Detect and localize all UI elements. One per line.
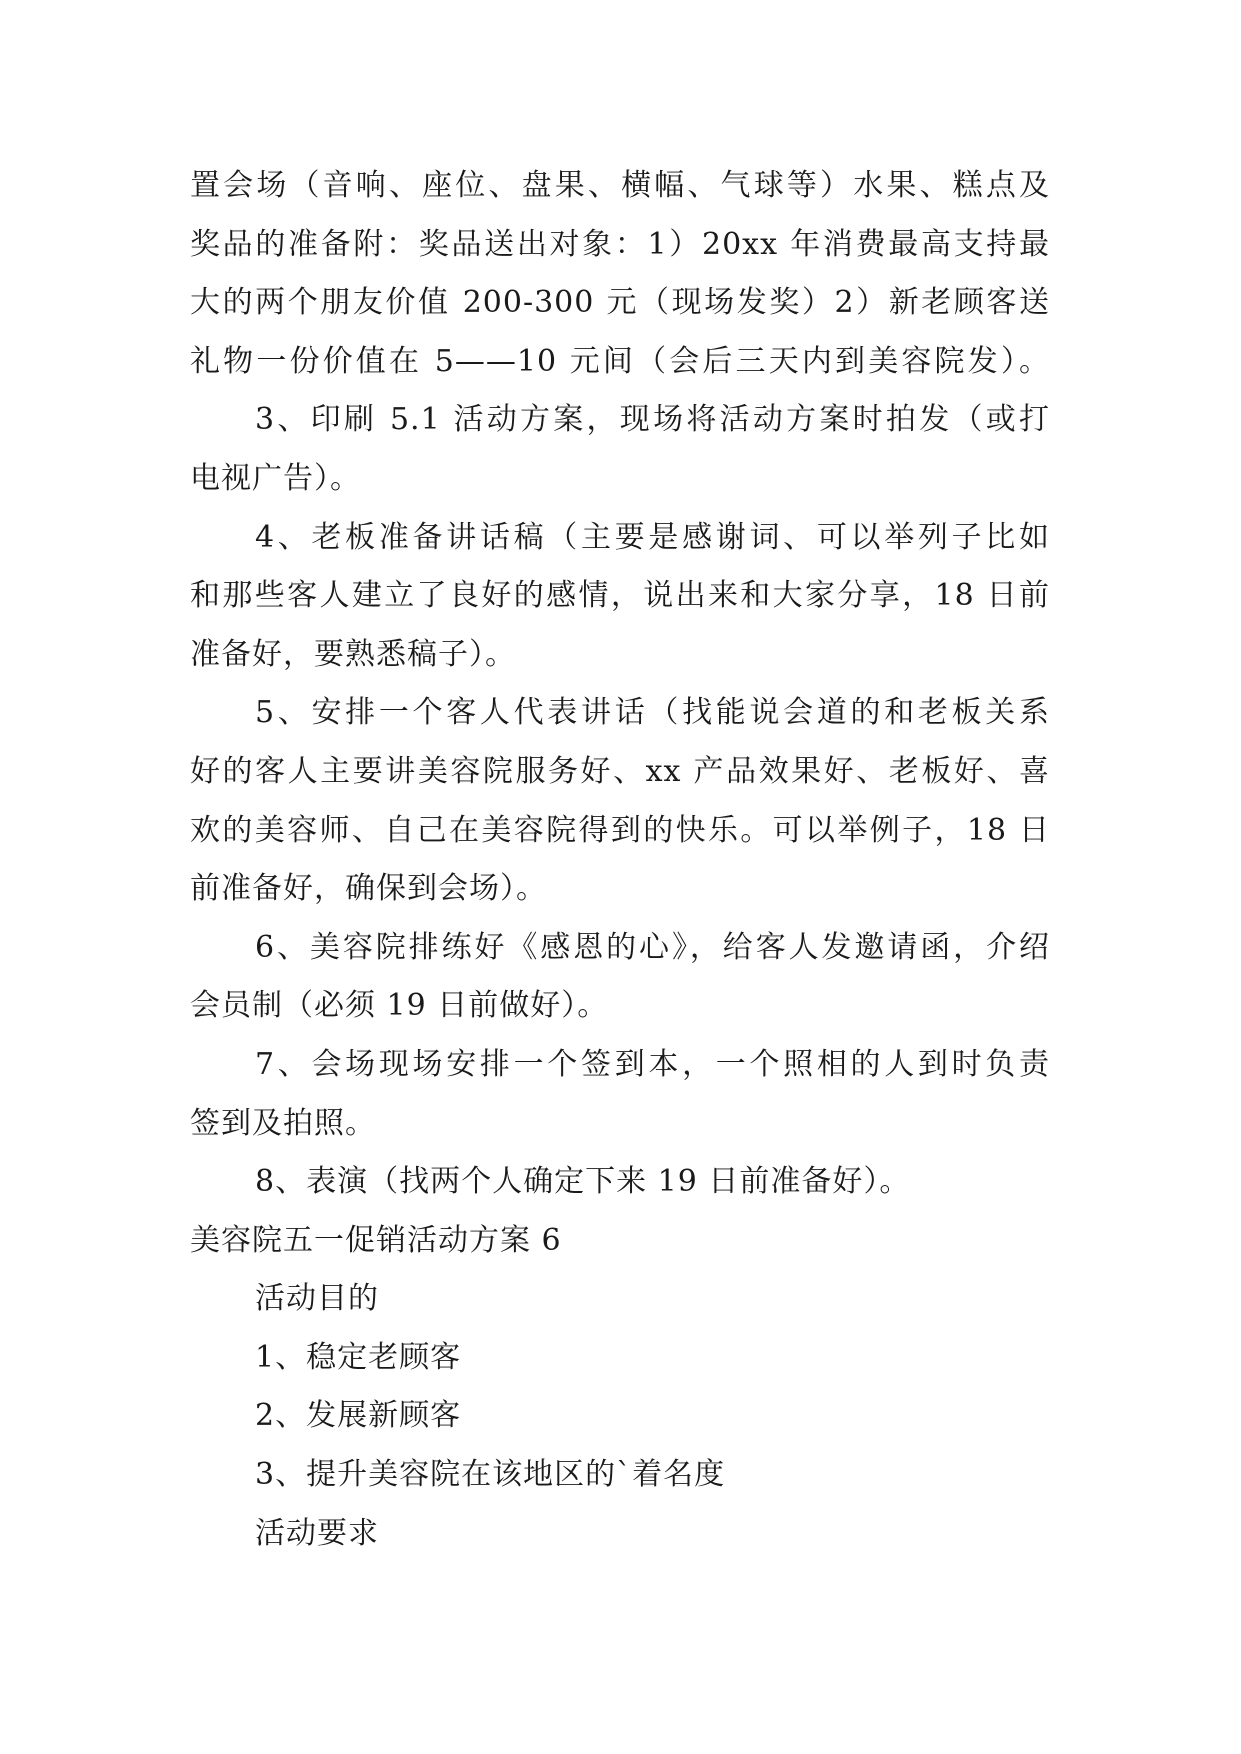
text-line: 7、会场现场安排一个签到本，一个照相的人到时负责 xyxy=(255,1046,1050,1082)
text-line: 大的两个朋友价值 200-300 元（现场发奖）2）新老顾客送 xyxy=(190,285,1050,321)
text-line: 电视广告）。 xyxy=(190,460,361,496)
text-line: 准备好，要熟悉稿子）。 xyxy=(190,636,516,672)
text-line: 礼物一份价值在 5——10 元间（会后三天内到美容院发）。 xyxy=(190,343,1050,379)
text-line: 和那些客人建立了良好的感情，说出来和大家分享，18 日前 xyxy=(190,578,1050,614)
text-line: 3、提升美容院在该地区的`着名度 xyxy=(255,1457,726,1493)
text-line: 3、印刷 5.1 活动方案，现场将活动方案时拍发（或打 xyxy=(255,402,1050,438)
text-line: 5、安排一个客人代表讲话（找能说会道的和老板关系 xyxy=(255,695,1050,731)
text-line: 会员制（必须 19 日前做好）。 xyxy=(190,988,609,1024)
text-line: 1、稳定老顾客 xyxy=(255,1339,462,1375)
text-line: 奖品的准备附：奖品送出对象：1）20xx 年消费最高支持最 xyxy=(190,226,1050,262)
text-line: 前准备好，确保到会场）。 xyxy=(190,871,547,907)
text-line: 活动目的 xyxy=(255,1281,379,1317)
text-line: 8、表演（找两个人确定下来 19 日前准备好）。 xyxy=(255,1164,911,1200)
text-line: 2、发展新顾客 xyxy=(255,1398,462,1434)
text-line: 美容院五一促销活动方案 6 xyxy=(190,1222,562,1258)
text-line: 好的客人主要讲美容院服务好、xx 产品效果好、老板好、喜 xyxy=(190,753,1050,789)
text-line: 欢的美容师、自己在美容院得到的快乐。可以举例子，18 日 xyxy=(190,812,1050,848)
document-body xyxy=(190,157,1050,1563)
text-line: 4、老板准备讲话稿（主要是感谢词、可以举列子比如 xyxy=(255,519,1050,555)
text-line: 置会场（音响、座位、盘果、横幅、气球等）水果、糕点及 xyxy=(190,168,1050,203)
text-line: 活动要求 xyxy=(255,1515,379,1551)
text-line: 6、美容院排练好《感恩的心》，给客人发邀请函，介绍 xyxy=(255,929,1050,965)
text-line: 签到及拍照。 xyxy=(190,1105,376,1141)
